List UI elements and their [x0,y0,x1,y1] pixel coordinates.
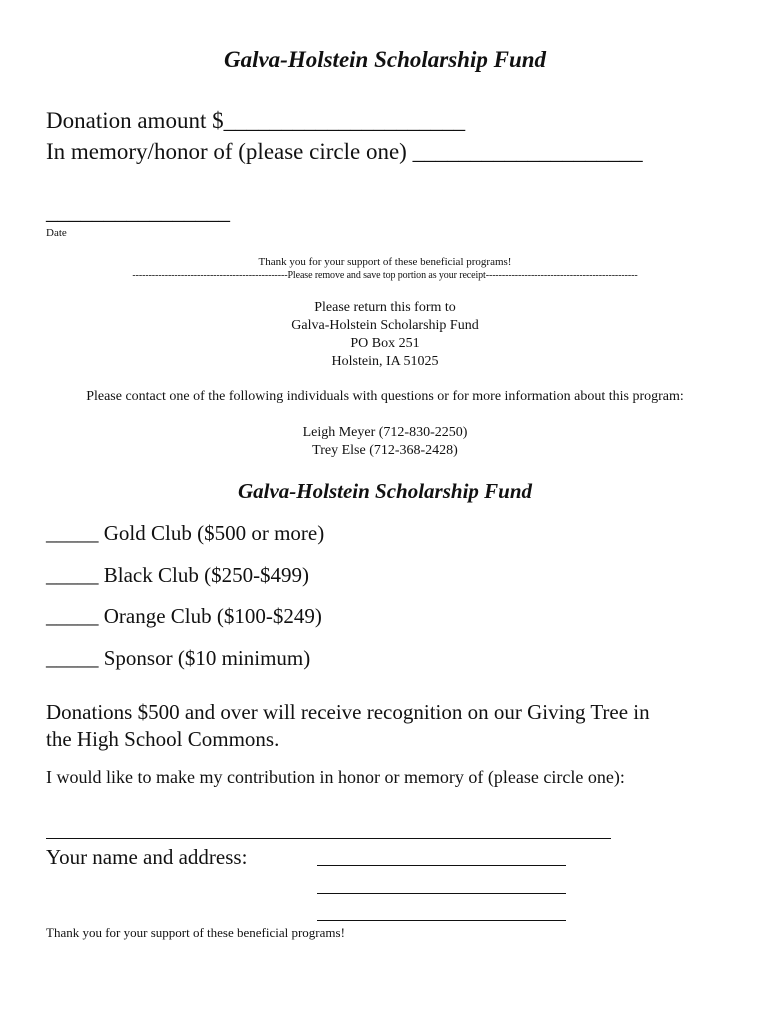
club-black: _____ Black Club ($250-$499) [46,563,310,587]
return-address-line-3: PO Box 251 [350,336,420,351]
club-gold: _____ Gold Club ($500 or more) [46,521,325,545]
club-sponsor: _____ Sponsor ($10 minimum) [46,646,311,670]
address-line-2 [317,893,566,894]
thank-you-bottom: Thank you for your support of these beneficial programs! [46,925,345,940]
contact-1: Leigh Meyer (712-830-2250) [302,425,468,440]
return-address-line-2: Galva-Holstein Scholarship Fund [291,318,479,333]
memory-honor-field: In memory/honor of (please circle one) ____________________ [46,139,643,164]
recognition-line-1: Donations $500 and over will receive recognition on our Giving Tree in [46,700,650,724]
thank-you-top: Thank you for your support of these beneficial programs! [258,256,512,268]
date-label: Date [46,227,67,239]
recognition-line-2: the High School Commons. [46,727,280,751]
donation-amount-field: Donation amount $_____________________ [46,108,466,133]
return-address-line-1: Please return this form to [314,300,456,315]
contact-2: Trey Else (712-368-2428) [312,443,458,458]
club-orange: _____ Orange Club ($100-$249) [46,604,322,628]
top-title: Galva-Holstein Scholarship Fund [223,47,547,72]
receipt-divider: ------------------------------------------------Please remove and save top portion as your receipt----------------------------------------------- [132,270,638,281]
name-address-label: Your name and address: [46,845,248,869]
address-line-1 [317,865,566,866]
honoree-line [46,838,611,839]
return-address-line-4: Holstein, IA 51025 [331,354,439,369]
contact-intro: Please contact one of the following individuals with questions or for more information about this program: [86,389,684,404]
bottom-title: Galva-Holstein Scholarship Fund [237,479,533,503]
contribution-text: I would like to make my contribution in honor or memory of (please circle one): [46,767,625,787]
address-line-3 [317,920,566,921]
date-line: ________________ [46,199,230,224]
